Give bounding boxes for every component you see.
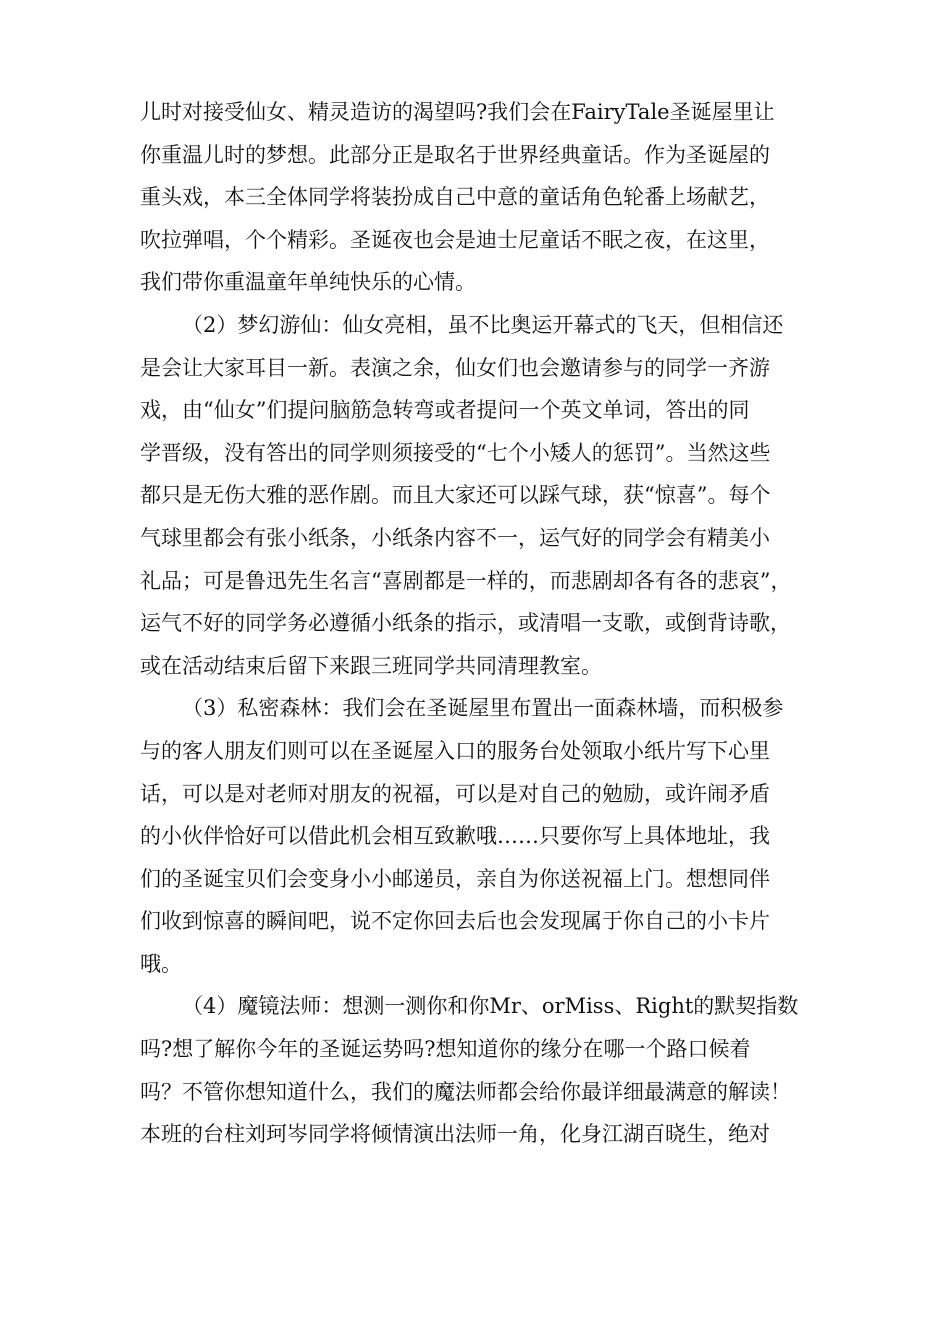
text-line: 哦。 [140, 951, 182, 976]
text-line: 们的圣诞宝贝们会变身小小邮递员，亲自为你送祝福上门。想想同伴 [140, 866, 770, 891]
text-line: 们收到惊喜的瞬间吧，说不定你回去后也会发现属于你自己的小卡片 [140, 909, 770, 934]
text-line: 与的客人朋友们则可以在圣诞屋入口的服务台处领取小纸片写下心里 [140, 738, 770, 763]
text-line: 你重温儿时的梦想。此部分正是取名于世界经典童话。作为圣诞屋的 [140, 142, 770, 167]
text-line: 气球里都会有张小纸条，小纸条内容不一，运气好的同学会有精美小 [140, 525, 770, 550]
text-line: 本班的台柱刘珂岑同学将倾情演出法师一角，化身江湖百晓生，绝对 [140, 1122, 770, 1147]
text-line: （4）魔镜法师：想测一测你和你Mr、orMiss、Right的默契指数 [182, 994, 799, 1019]
text-line: 都只是无伤大雅的恶作剧。而且大家还可以踩气球，获“惊喜”。每个 [140, 483, 771, 508]
text-line: 吗?想了解你今年的圣诞运势吗?想知道你的缘分在哪一个路口候着 [140, 1037, 751, 1062]
text-line: 话，可以是对老师对朋友的祝福，可以是对自己的勉励，或许闹矛盾 [140, 781, 770, 806]
text-line: 礼品；可是鲁迅先生名言“喜剧都是一样的，而悲剧却各有各的悲哀”， [140, 568, 792, 593]
text-line: 或在活动结束后留下来跟三班同学共同清理教室。 [140, 653, 602, 678]
text-line: （2）梦幻游仙：仙女亮相，虽不比奥运开幕式的飞天，但相信还 [182, 312, 784, 337]
text-line: 的小伙伴恰好可以借此机会相互致歉哦……只要你写上具体地址，我 [140, 824, 770, 849]
text-line: 运气不好的同学务必遵循小纸条的指示，或清唱一支歌，或倒背诗歌， [140, 611, 791, 636]
text-line: 吹拉弹唱，个个精彩。圣诞夜也会是迪士尼童话不眠之夜，在这里， [140, 227, 770, 252]
text-line: 我们带你重温童年单纯快乐的心情。 [140, 270, 476, 295]
text-line: 学晋级，没有答出的同学则须接受的“七个小矮人的惩罚”。当然这些 [140, 440, 771, 465]
text-line: 是会让大家耳目一新。表演之余，仙女们也会邀请参与的同学一齐游 [140, 355, 770, 380]
paragraph-dream-fairy [140, 304, 812, 687]
text-line: 吗？不管你想知道什么，我们的魔法师都会给你最详细最满意的解读！ [140, 1079, 791, 1104]
paragraph-magic-mirror [140, 985, 812, 1155]
paragraph-continuation [140, 91, 812, 304]
text-line: 戏，由“仙女”们提问脑筋急转弯或者提问一个英文单词，答出的同 [140, 398, 750, 423]
text-line: （3）私密森林：我们会在圣诞屋里布置出一面森林墙，而积极参 [182, 696, 784, 721]
text-line: 儿时对接受仙女、精灵造访的渴望吗?我们会在FairyTale圣诞屋里让 [140, 100, 775, 124]
text-line: 重头戏，本三全体同学将装扮成自己中意的童话角色轮番上场献艺， [140, 185, 770, 210]
paragraph-secret-forest [140, 687, 812, 985]
document-page [140, 91, 812, 1156]
